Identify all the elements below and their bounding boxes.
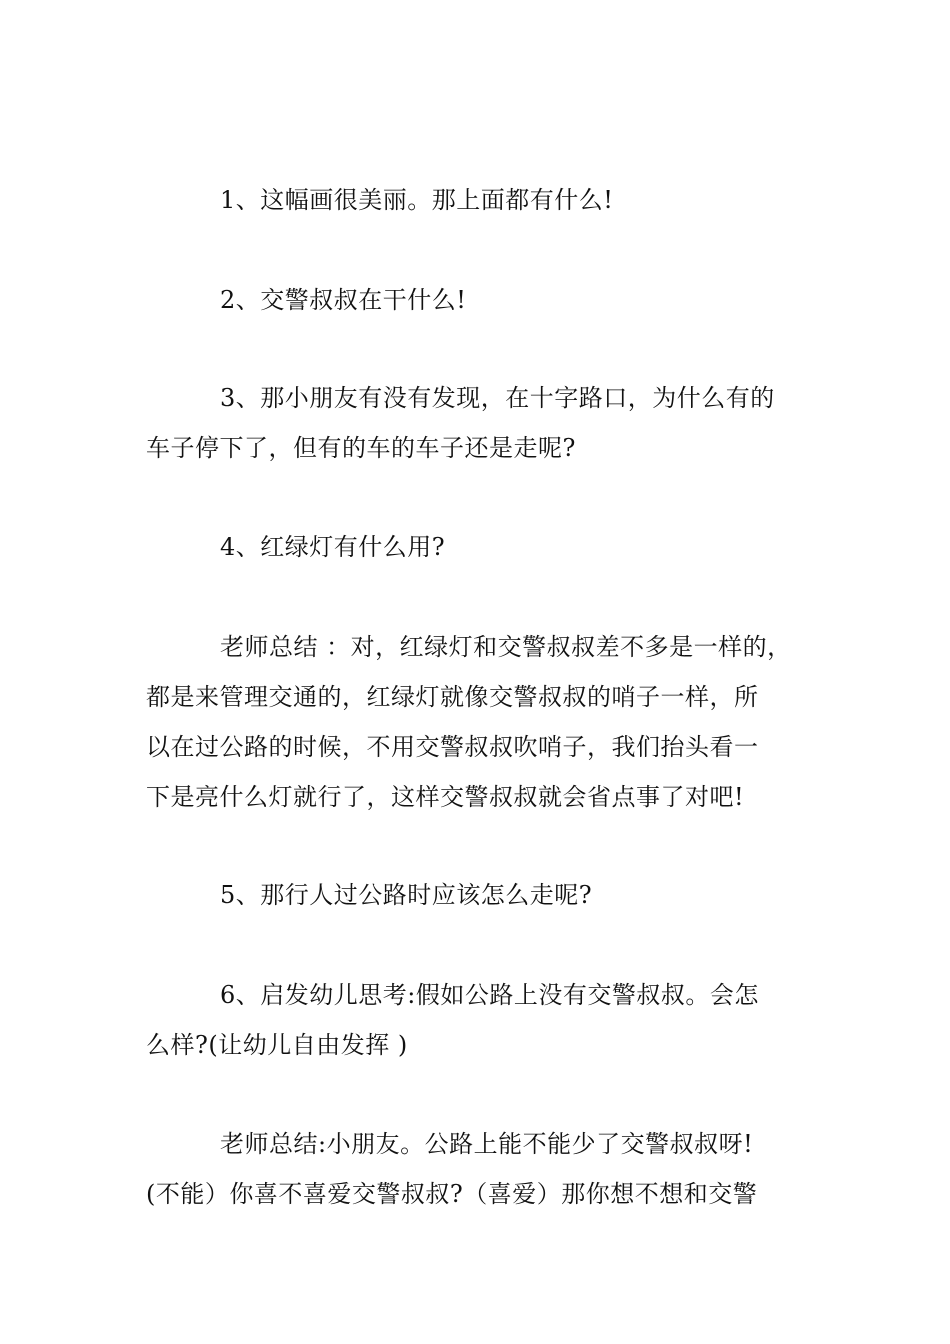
paragraph-6-line-1: 5、那行人过公路时应该怎么走呢? [220,881,593,909]
paragraph-5-line-4: 下是亮什么灯就行了，这样交警叔叔就会省点事了对吧! [146,783,745,811]
paragraph-2-line-1: 2、交警叔叔在干什么! [220,286,467,314]
paragraph-5-line-2: 都是来管理交通的，红绿灯就像交警叔叔的哨子一样，所 [146,683,759,711]
paragraph-4-line-1: 4、红绿灯有什么用? [220,533,446,561]
paragraph-5-line-1: 老师总结 ：对，红绿灯和交警叔叔差不多是一样的， [220,633,792,661]
paragraph-7-line-1: 6、启发幼儿思考:假如公路上没有交警叔叔。会怎 [220,981,759,1009]
paragraph-8-line-2: (不能）你喜不喜爱交警叔叔?（喜爱）那你想不想和交警 [146,1180,758,1208]
paragraph-3-line-2: 车子停下了，但有的车的车子还是走呢? [146,434,576,462]
paragraph-7-line-2: 么样?(让幼儿自由发挥 ) [146,1031,408,1059]
paragraph-3-line-1: 3、那小朋友有没有发现，在十字路口，为什么有的 [220,384,775,412]
paragraph-1-line-1: 1、这幅画很美丽。那上面都有什么! [220,186,614,214]
paragraph-5-line-3: 以在过公路的时候，不用交警叔叔吹哨子，我们抬头看一 [146,733,759,761]
paragraph-8-line-1: 老师总结:小朋友。公路上能不能少了交警叔叔呀! [220,1130,754,1158]
